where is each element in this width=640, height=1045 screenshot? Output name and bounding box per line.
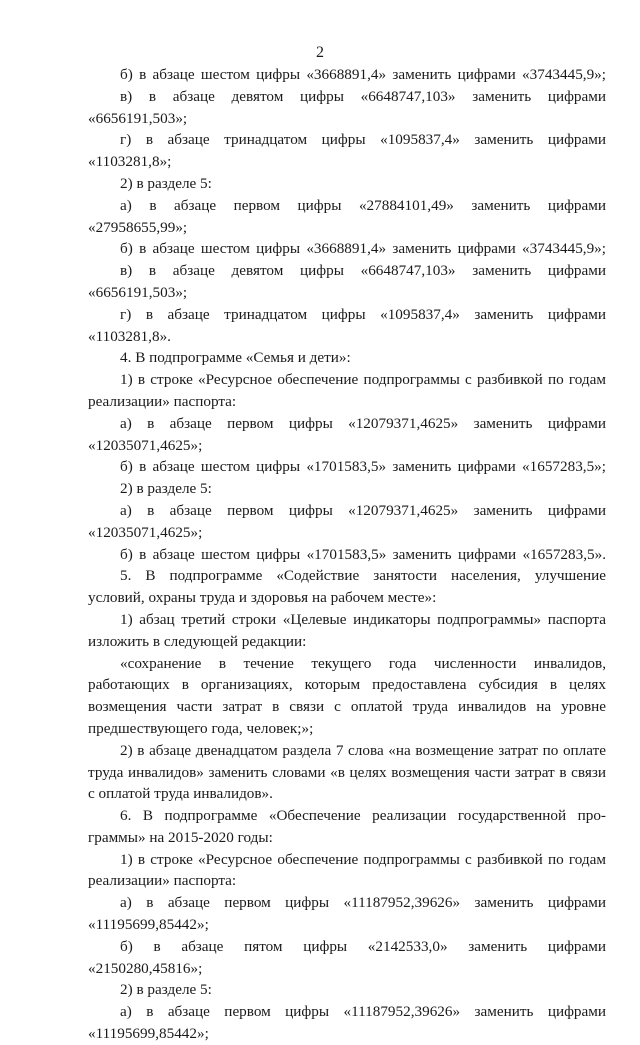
- paragraph: «сохранение в течение текущего года численности инвалидов,: [120, 654, 606, 672]
- paragraph-continuation: труда инвалидов» заменить словами «в целях возмещения части затрат в связи: [88, 763, 606, 781]
- paragraph: 1) в строке «Ресурсное обеспечение подпрограммы с разбивкой по годам: [120, 371, 606, 389]
- paragraph: б) в абзаце пятом цифры «2142533,0» заменить цифрами: [120, 937, 606, 955]
- paragraph-continuation: изложить в следующей редакции:: [88, 632, 307, 650]
- paragraph: 2) в разделе 5:: [120, 981, 212, 999]
- paragraph-continuation: «27958655,99»;: [88, 218, 188, 236]
- paragraph: 4. В подпрограмме «Семья и дети»:: [120, 349, 351, 367]
- paragraph-continuation: возмещения части затрат в связи с оплатой труда инвалидов на уровне: [88, 698, 606, 716]
- paragraph-continuation: «2150280,45816»;: [88, 959, 203, 977]
- paragraph: 6. В подпрограмме «Обеспечение реализации государственной про-: [120, 807, 606, 825]
- document-body: [88, 64, 606, 1045]
- paragraph-continuation: с оплатой труда инвалидов».: [88, 785, 273, 803]
- paragraph-continuation: «1103281,8»;: [88, 153, 172, 171]
- page-number: 2: [316, 44, 324, 61]
- paragraph-continuation: «1103281,8».: [88, 327, 171, 345]
- paragraph: 5. В подпрограмме «Содействие занятости населения, улучшение: [120, 567, 606, 585]
- paragraph: а) в абзаце первом цифры «11187952,39626» заменить цифрами: [120, 1003, 606, 1021]
- paragraph: а) в абзаце первом цифры «11187952,39626» заменить цифрами: [120, 894, 606, 912]
- paragraph: в) в абзаце девятом цифры «6648747,103» заменить цифрами: [120, 87, 606, 105]
- paragraph: б) в абзаце шестом цифры «3668891,4» заменить цифрами «3743445,9»;: [120, 66, 606, 83]
- paragraph: 2) в разделе 5:: [120, 174, 212, 192]
- paragraph: 2) в абзаце двенадцатом раздела 7 слова «на возмещение затрат по оплате: [120, 741, 606, 759]
- paragraph-continuation: граммы» на 2015-2020 годы:: [88, 828, 273, 846]
- paragraph-continuation: работающих в организациях, которым предоставлена субсидия в целях: [88, 676, 606, 694]
- paragraph: б) в абзаце шестом цифры «1701583,5» заменить цифрами «1657283,5».: [120, 545, 606, 563]
- paragraph-continuation: «11195699,85442»;: [88, 916, 209, 934]
- paragraph: 1) в строке «Ресурсное обеспечение подпрограммы с разбивкой по годам: [120, 850, 606, 868]
- paragraph-continuation: «6656191,503»;: [88, 109, 188, 127]
- paragraph: г) в абзаце тринадцатом цифры «1095837,4» заменить цифрами: [120, 131, 606, 149]
- paragraph-continuation: реализации» паспорта:: [88, 392, 237, 410]
- paragraph-continuation: «6656191,503»;: [88, 283, 188, 301]
- paragraph-continuation: реализации» паспорта:: [88, 872, 237, 890]
- paragraph: а) в абзаце первом цифры «12079371,4625» заменить цифрами: [120, 501, 606, 519]
- paragraph: а) в абзаце первом цифры «12079371,4625» заменить цифрами: [120, 414, 606, 432]
- paragraph-continuation: «12035071,4625»;: [88, 436, 203, 454]
- paragraph: 1) абзац третий строки «Целевые индикаторы подпрограммы» паспорта: [120, 610, 606, 628]
- paragraph: 2) в разделе 5:: [120, 480, 212, 498]
- paragraph-continuation: «12035071,4625»;: [88, 523, 203, 541]
- paragraph-continuation: условий, охраны труда и здоровья на рабочем месте»:: [88, 589, 437, 607]
- paragraph: г) в абзаце тринадцатом цифры «1095837,4» заменить цифрами: [120, 305, 606, 323]
- paragraph: а) в абзаце первом цифры «27884101,49» заменить цифрами: [120, 196, 606, 214]
- paragraph: в) в абзаце девятом цифры «6648747,103» заменить цифрами: [120, 262, 606, 280]
- paragraph: б) в абзаце шестом цифры «1701583,5» заменить цифрами «1657283,5»;: [120, 458, 606, 476]
- paragraph: б) в абзаце шестом цифры «3668891,4» заменить цифрами «3743445,9»;: [120, 240, 606, 258]
- paragraph-continuation: «11195699,85442»;: [88, 1025, 209, 1043]
- paragraph-continuation: предшествующего года, человек;»;: [88, 719, 314, 737]
